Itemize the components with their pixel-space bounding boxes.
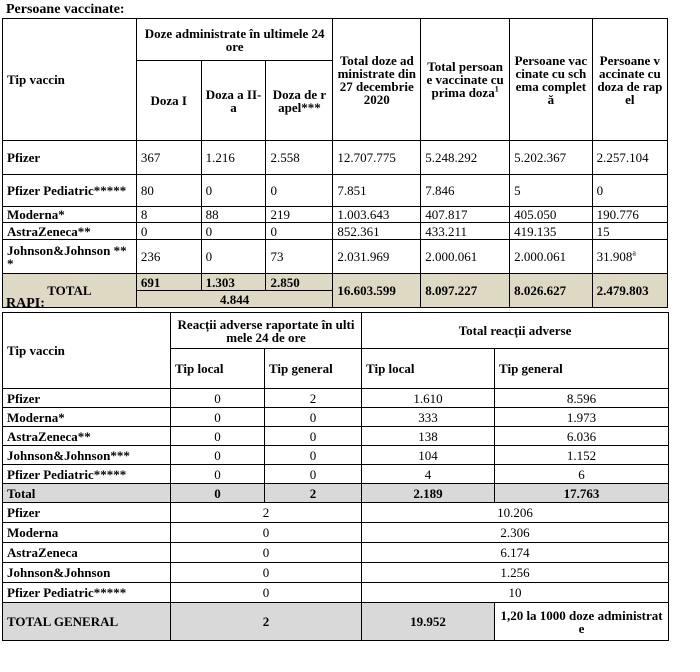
table-row — [3, 207, 668, 223]
table-row — [3, 408, 669, 427]
header-doza-1: Doza I — [136, 61, 201, 141]
total-rapel: 2.850 — [266, 274, 333, 291]
total-d1: 691 — [136, 274, 201, 291]
cell-local-total: 104 — [362, 446, 495, 465]
vaccine-name: Pfizer — [3, 141, 137, 175]
vaccine-name: Johnson&Johnson*** — [3, 446, 171, 465]
cell-doza-2: 0 — [201, 223, 266, 240]
cell-rapel: 0 — [266, 175, 333, 207]
cell-total-doze: 852.361 — [333, 223, 421, 240]
header-total-doze: Total doze administrate din 27 decembrie 2020 — [333, 19, 421, 141]
rapi-header-local-24: Tip local — [171, 349, 265, 389]
cell-local-24h: 0 — [171, 427, 265, 446]
header-tip-vaccin: Tip vaccin — [3, 19, 137, 141]
cell-prima-doza: 5.248.292 — [421, 141, 510, 175]
cell-doza-2: 1.216 — [201, 141, 266, 175]
cell-doza-2: 0 — [201, 175, 266, 207]
vaccine-name: AstraZeneca** — [3, 427, 171, 446]
cell-schema: 2.000.061 — [510, 240, 593, 274]
cell-general-total: 6 — [495, 465, 669, 484]
table-row — [3, 141, 668, 175]
vaccine-name: AstraZeneca** — [3, 223, 137, 240]
cell-doza-rapel: 190.776 — [592, 207, 667, 223]
table-row — [3, 240, 668, 274]
footnote-mark: a — [632, 248, 636, 258]
table-row — [3, 175, 668, 207]
vaccine-name: Moderna* — [3, 207, 137, 223]
cell-general-total: 1.152 — [495, 446, 669, 465]
table-row — [3, 427, 669, 446]
table-row — [3, 465, 669, 484]
cell-total-24h: 2 — [171, 503, 362, 523]
table-row — [3, 223, 668, 240]
header-prima-doza: Total persoane vaccinate cu prima doza$^1$ — [421, 19, 510, 141]
cell-total-all: 10.206 — [362, 503, 669, 523]
cell-total-all: 10 — [362, 583, 669, 603]
rapi-header-general-24: Tip general — [265, 349, 362, 389]
rapi-header-total: Total reacții adverse — [362, 313, 669, 349]
cell-doza-1: 80 — [136, 175, 201, 207]
cell-total-24h: 0 — [171, 523, 362, 543]
cell-local-total: 138 — [362, 427, 495, 446]
vaccine-name: Johnson&Johnson *** — [3, 240, 137, 274]
total-prima: 8.097.227 — [421, 274, 510, 308]
rapi-title: RAPI: — [6, 296, 45, 311]
table-row — [3, 583, 669, 603]
cell-total-doze: 1.003.643 — [333, 207, 421, 223]
rapi-header-general-total: Tip general — [495, 349, 669, 389]
cell-general-total: 1.973 — [495, 408, 669, 427]
header-rapel: Doza de rapel*** — [266, 61, 333, 141]
cell-local-24h: 0 — [171, 446, 265, 465]
vaccinated-title: Persoane vaccinate: — [6, 2, 125, 17]
vaccine-name: Moderna — [3, 523, 171, 543]
cell-local-total: 1.610 — [362, 389, 495, 408]
cell-doza-rapel — [592, 240, 667, 274]
rapi-total-g24: 2 — [265, 484, 362, 503]
rapi-header-24h: Reacții adverse raportate în ultimele 24 de ore — [171, 313, 362, 349]
cell-doza-1: 0 — [136, 223, 201, 240]
rapi-table — [2, 312, 669, 641]
table-row — [3, 503, 669, 523]
cell-prima-doza: 407.817 — [421, 207, 510, 223]
total-d2: 1.303 — [201, 274, 266, 291]
cell-total-all: 2.306 — [362, 523, 669, 543]
cell-total-24h: 0 — [171, 543, 362, 563]
cell-doza-1: 8 — [136, 207, 201, 223]
header-doza-2: Doza a II-a — [201, 61, 266, 141]
cell-prima-doza: 433.211 — [421, 223, 510, 240]
table-row — [3, 446, 669, 465]
total-doze: 16.603.599 — [333, 274, 421, 308]
cell-schema: 5 — [510, 175, 593, 207]
vaccine-name: Johnson&Johnson — [3, 563, 171, 583]
cell-total-doze: 12.707.775 — [333, 141, 421, 175]
cell-doza-2: 88 — [201, 207, 266, 223]
cell-total-all: 1.256 — [362, 563, 669, 583]
grand-total-24h: 2 — [171, 603, 362, 641]
cell-schema: 419.135 — [510, 223, 593, 240]
cell-general-24h: 0 — [265, 465, 362, 484]
cell-total-doze: 2.031.969 — [333, 240, 421, 274]
cell-doza-1: 236 — [136, 240, 201, 274]
cell-doza-rapel: 0 — [592, 175, 667, 207]
vaccinated-table — [2, 18, 668, 308]
header-doze-24h: Doze administrate în ultimele 24 ore — [136, 19, 333, 61]
cell-local-24h: 0 — [171, 389, 265, 408]
vaccine-name: Pfizer Pediatric***** — [3, 175, 137, 207]
cell-prima-doza: 2.000.061 — [421, 240, 510, 274]
cell-total-24h: 0 — [171, 563, 362, 583]
cell-general-24h: 0 — [265, 427, 362, 446]
table-row — [3, 543, 669, 563]
vaccine-name: Moderna* — [3, 408, 171, 427]
cell-rapel: 0 — [266, 223, 333, 240]
cell-rapel: 73 — [266, 240, 333, 274]
vaccine-name: AstraZeneca — [3, 543, 171, 563]
cell-prima-doza: 7.846 — [421, 175, 510, 207]
cell-schema: 5.202.367 — [510, 141, 593, 175]
total-schema: 8.026.627 — [510, 274, 593, 308]
cell-doza-2: 0 — [201, 240, 266, 274]
cell-doza-rapel: 15 — [592, 223, 667, 240]
rapi-header-tip: Tip vaccin — [3, 313, 171, 389]
cell-doza-1: 367 — [136, 141, 201, 175]
cell-general-24h: 0 — [265, 446, 362, 465]
cell-general-24h: 0 — [265, 408, 362, 427]
table-row — [3, 389, 669, 408]
cell-general-total: 6.036 — [495, 427, 669, 446]
cell-total-all: 6.174 — [362, 543, 669, 563]
rapi-total-l24: 0 — [171, 484, 265, 503]
rapi-total-gt: 17.763 — [495, 484, 669, 503]
cell-general-total: 8.596 — [495, 389, 669, 408]
grand-total-value: 19.952 — [362, 603, 495, 641]
cell-schema: 405.050 — [510, 207, 593, 223]
table-row — [3, 523, 669, 543]
vaccine-name: Pfizer Pediatric***** — [3, 583, 171, 603]
total-label: TOTAL — [3, 274, 137, 308]
total-drapel: 2.479.803 — [592, 274, 667, 308]
cell-rapel: 219 — [266, 207, 333, 223]
vaccine-name: Pfizer — [3, 389, 171, 408]
cell-local-total: 4 — [362, 465, 495, 484]
rapi-header-local-total: Tip local — [362, 349, 495, 389]
table-row — [3, 563, 669, 583]
cell-local-24h: 0 — [171, 465, 265, 484]
vaccine-name: Pfizer Pediatric***** — [3, 465, 171, 484]
cell-doza-rapel: 2.257.104 — [592, 141, 667, 175]
grand-total-rate: 1,20 la 1000 doze administrate — [495, 603, 669, 641]
cell-local-total: 333 — [362, 408, 495, 427]
header-doza-rapel: Persoane vaccinate cu doza de rapel — [592, 19, 667, 141]
total-sum-24h: 4.844 — [136, 291, 333, 308]
grand-total-label: TOTAL GENERAL — [3, 603, 171, 641]
rapi-total-label: Total — [3, 484, 171, 503]
vaccine-name: Pfizer — [3, 503, 171, 523]
cell-total-doze: 7.851 — [333, 175, 421, 207]
rapi-total-lt: 2.189 — [362, 484, 495, 503]
cell-general-24h: 2 — [265, 389, 362, 408]
cell-total-24h: 0 — [171, 583, 362, 603]
cell-rapel: 2.558 — [266, 141, 333, 175]
cell-local-24h: 0 — [171, 408, 265, 427]
header-schema-completa: Persoane vaccinate cu schema completă — [510, 19, 593, 141]
cell-value: 31.908 — [596, 249, 633, 264]
